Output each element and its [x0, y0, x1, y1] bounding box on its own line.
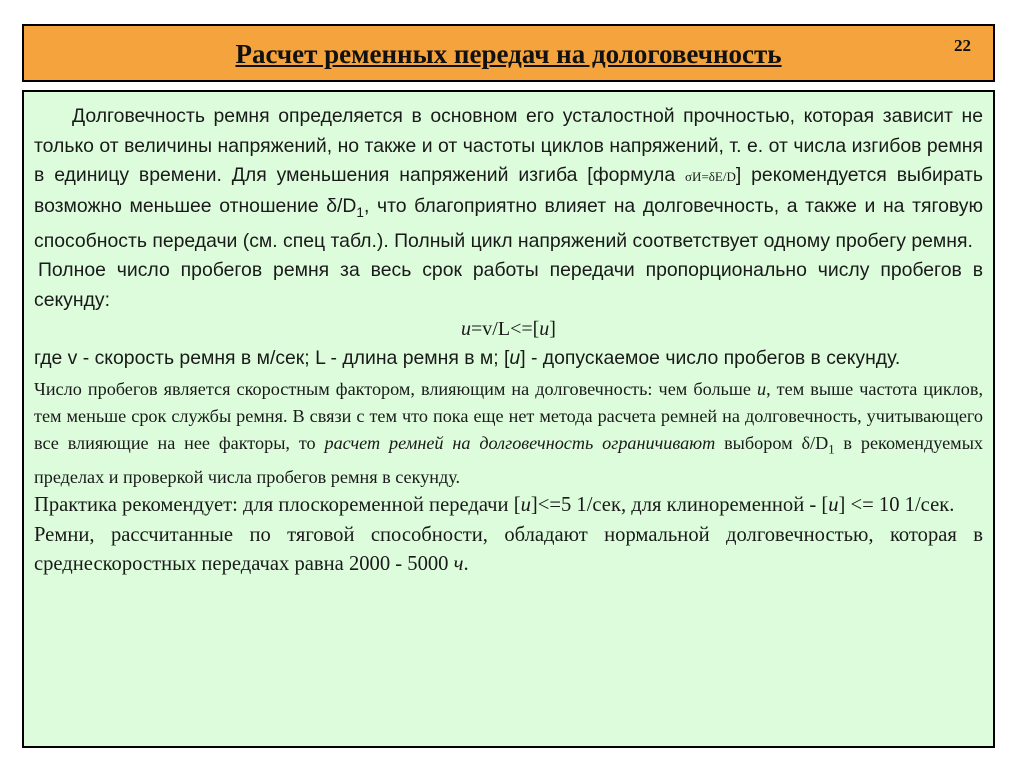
italic-text: расчет ремней на долговечность ограничивают: [324, 433, 716, 454]
stress-formula: σИ=δE/D: [685, 169, 736, 184]
u-symbol: u: [539, 318, 550, 341]
text-span: ] - допускаемое число пробегов в секунду.: [520, 347, 901, 370]
text-span: ] <= 10 1/сек.: [838, 494, 955, 517]
text-span: Практика рекомендует: для плоскоременной передачи [: [34, 494, 521, 517]
subscript: 1: [828, 442, 835, 457]
content-panel: [22, 90, 995, 748]
u-symbol: u: [828, 494, 839, 517]
text-span: Число пробегов является скоростным фактором, влияющим на долговечность: чем больше: [34, 378, 757, 399]
text-span: Долговечность ремня определяется в основном его усталостной прочностью, которая зависит не только от величины напряжений, но также и от частоты циклов напряжений, т. е. от числа изгибов ремня в единицу времени. Для уменьшения напряжений изгиба [формула: [34, 105, 983, 186]
paragraph-total-runs: Полное число пробегов ремня за весь срок работы передачи пропорционально числу пробегов в секунду:: [34, 259, 983, 311]
paragraph-practice: [34, 491, 983, 521]
slide-title: Расчет ременных передач на дологовечность: [235, 39, 782, 69]
u-symbol: u: [461, 318, 472, 341]
paragraph-speed-factor: [34, 376, 983, 491]
paragraph-definitions: [34, 344, 983, 374]
page-number: 22: [954, 36, 971, 55]
title-banner: [22, 24, 995, 82]
text-span: , что благоприятно влияет на долговечность, а также и на тяговую способность передачи (см. спец табл.). Полный цикл напряжений соответствует одному пробегу ремня.: [34, 194, 983, 252]
text-span: выбором δ/D: [715, 433, 829, 454]
text-span: где v - скорость ремня в м/сек; L - длина ремня в м; [: [34, 347, 510, 370]
formula-text: =v/L<=[: [471, 318, 540, 341]
text-span: .: [463, 553, 469, 576]
text-span: ]<=5 1/сек, для клиноременной - [: [530, 494, 829, 517]
text-span: ] рекомендуется выбирать возможно меньшее отношение δ/D: [34, 164, 983, 217]
text-span: Ремни, рассчитанные по тяговой способности, обладают нормальной долговечностью, которая в среднескоростных передачах равна 2000 - 5000: [34, 523, 983, 576]
u-symbol: u: [509, 347, 521, 370]
unit-hours: ч: [453, 553, 464, 576]
runs-formula: [34, 315, 983, 344]
u-symbol: u: [756, 378, 767, 399]
paragraph-conclusion: [34, 521, 983, 580]
u-symbol: u: [520, 494, 531, 517]
formula-text: ]: [549, 318, 556, 341]
subscript: 1: [356, 204, 364, 220]
text-span: , тем выше частота циклов, тем меньше срок службы ремня. В связи с тем что пока еще нет метода расчета ремней на долговечность, учитывающего все влияющие на нее факторы, то: [34, 378, 983, 454]
paragraph-durability: [34, 102, 983, 256]
text-span: в рекомендуемых пределах и проверкой числа пробегов ремня в секунду.: [34, 433, 984, 488]
